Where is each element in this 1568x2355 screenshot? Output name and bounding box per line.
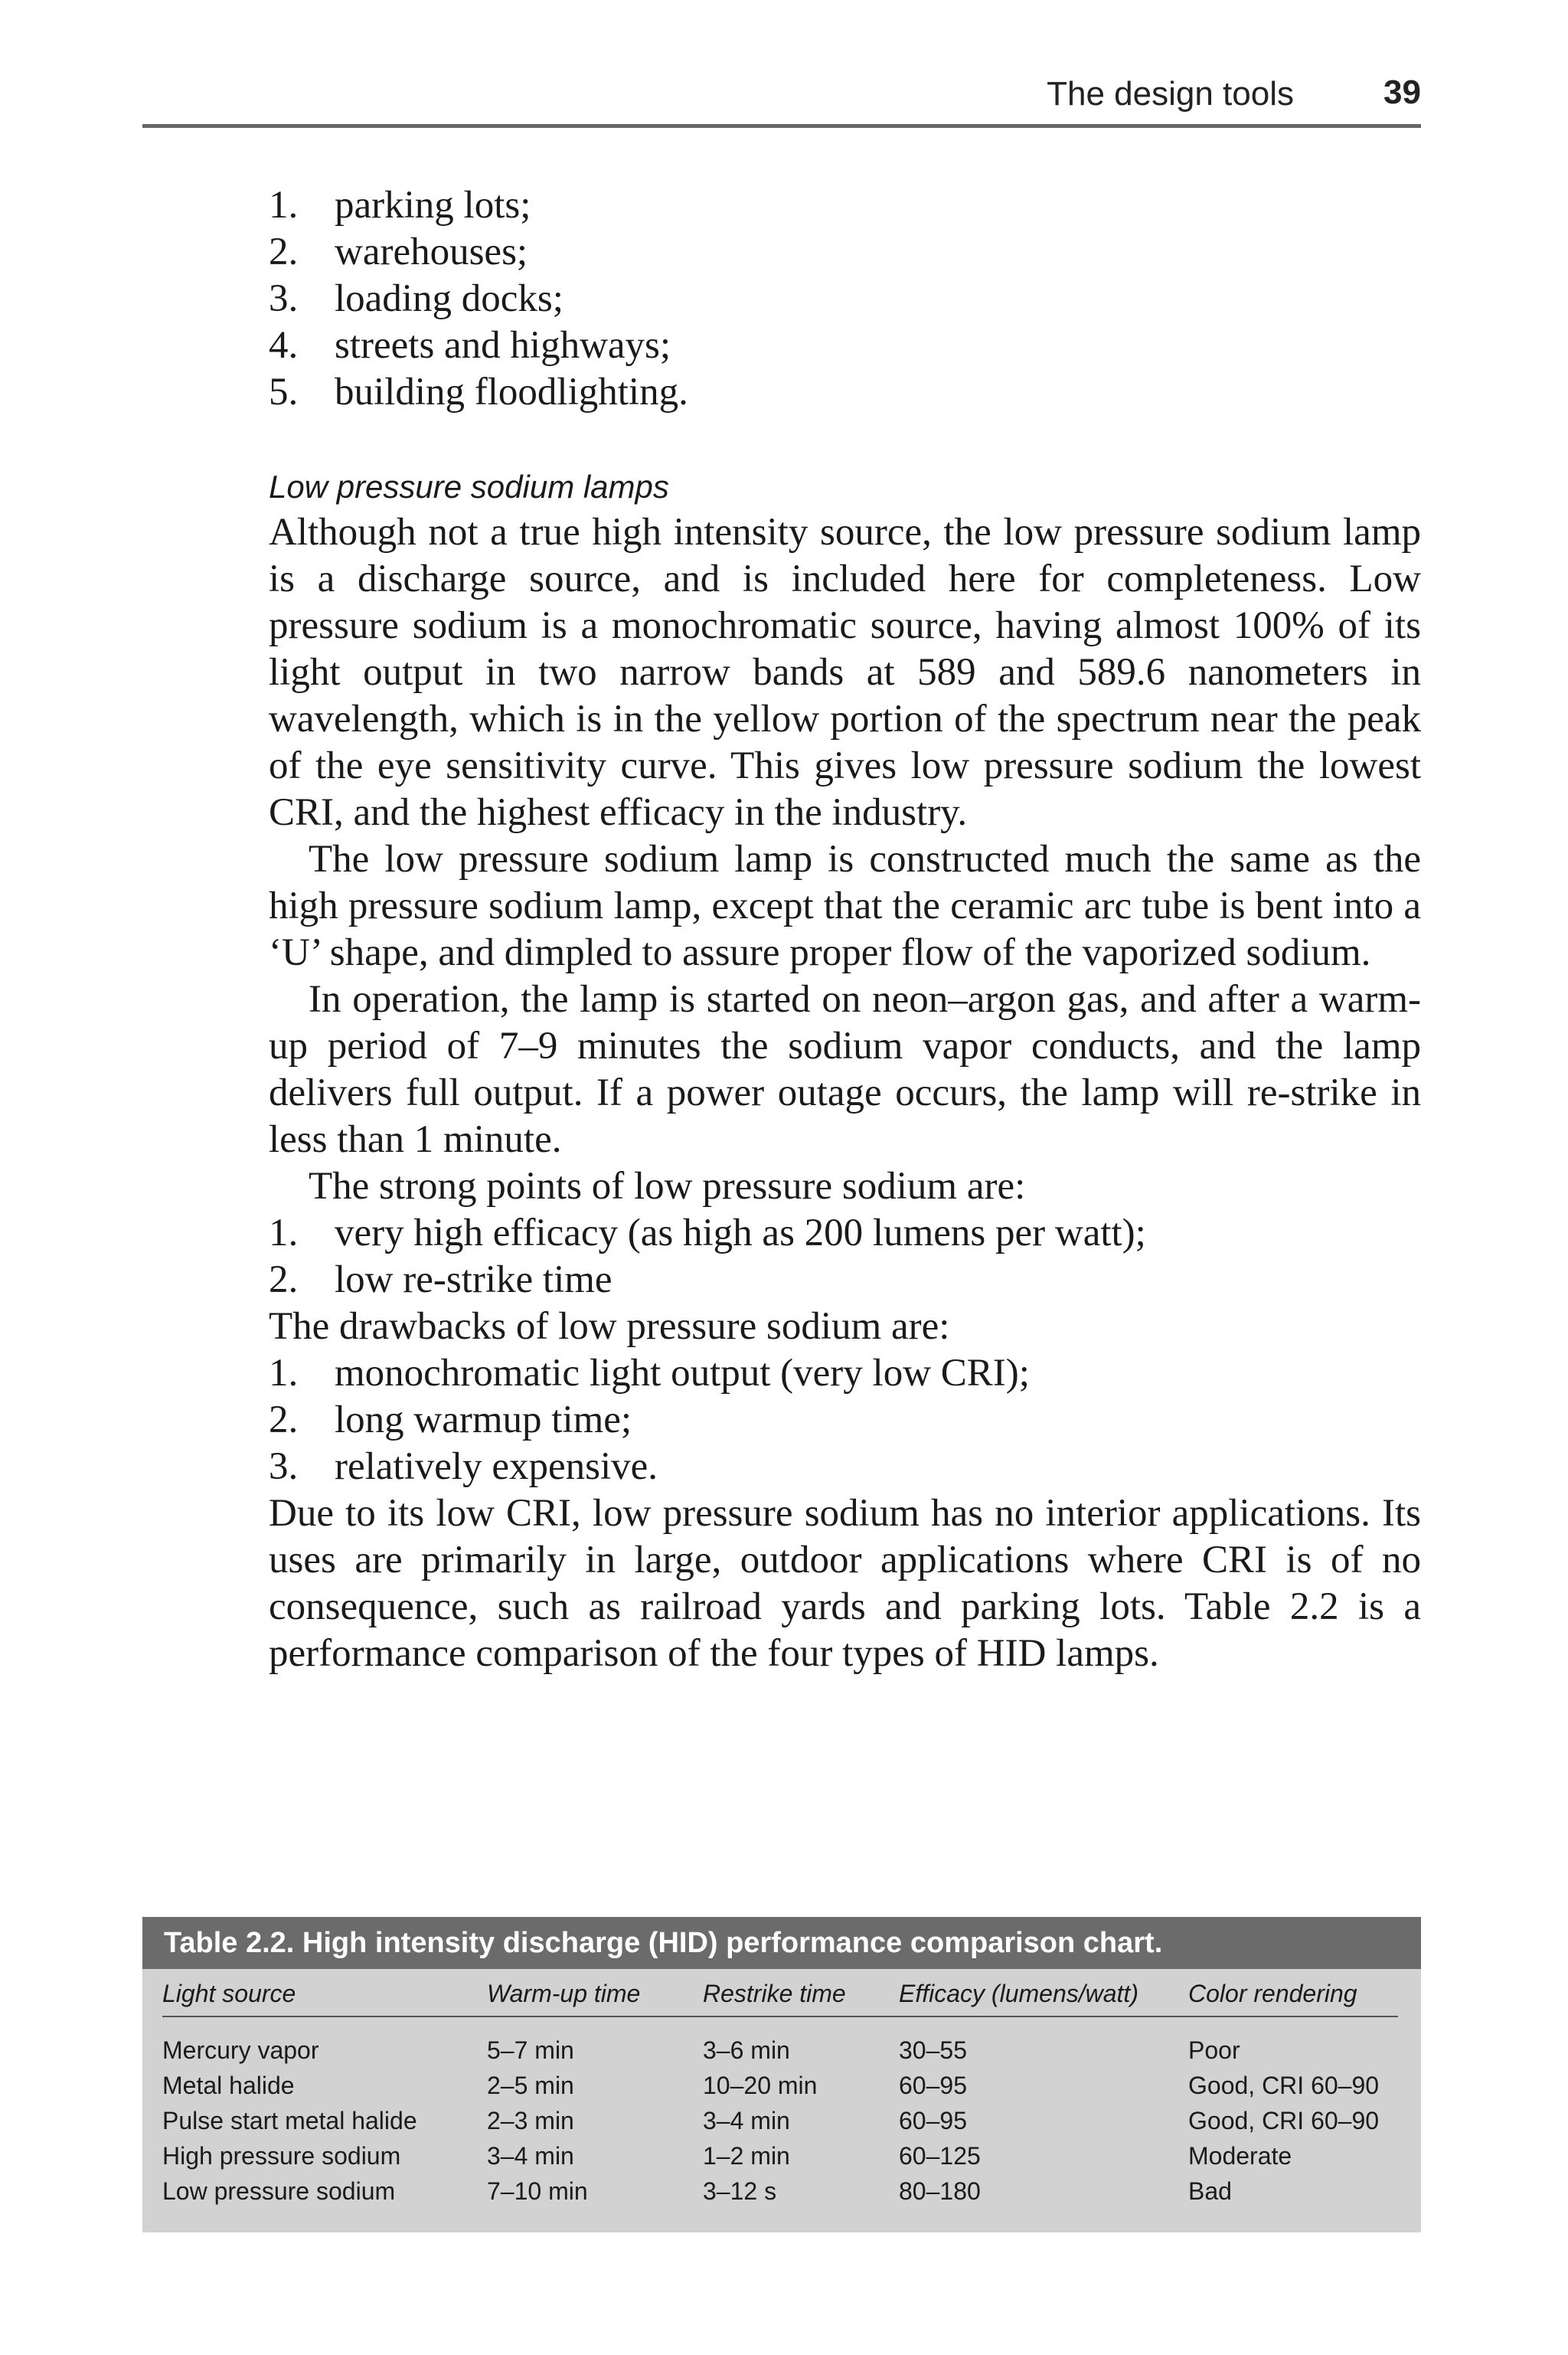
table-cell: 2–3 min <box>487 2107 574 2134</box>
list-item: 2. warehouses; <box>269 231 528 273</box>
page-number: 39 <box>1383 74 1421 111</box>
table-row <box>162 2173 1398 2209</box>
table-cell: Pulse start metal halide <box>162 2107 417 2134</box>
table-cell: Good, CRI 60–90 <box>1188 2072 1380 2099</box>
running-header <box>142 70 1421 128</box>
table-cell: Mercury vapor <box>162 2036 319 2064</box>
table-cell: 2–5 min <box>487 2072 574 2099</box>
paragraph: The strong points of low pressure sodium are: <box>309 1165 1026 1208</box>
section-heading: Low pressure sodium lamps <box>269 469 669 505</box>
paragraph: Due to its low CRI, low pressure sodium has no interior applications. Its uses are primarily in large, outdoor applications where CRI is of no consequence, such as railroad yards and parking lots. Table 2.2 is a performance comparison of the four types of HID lamps. <box>269 1492 1421 1675</box>
paragraph: In operation, the lamp is started on neon–argon gas, and after a warm-up period of 7–9 minutes the sodium vapor conducts, and the lamp delivers full output. If a power outage occurs, the lamp will re-strike in less than 1 minute. <box>269 978 1421 1161</box>
paragraph: The drawbacks of low pressure sodium are: <box>269 1305 950 1348</box>
list-item: 3. relatively expensive. <box>269 1445 658 1488</box>
body-text <box>269 182 1421 1677</box>
column-header: Restrike time <box>703 1969 899 2016</box>
table-row <box>162 2138 1398 2173</box>
table-cell: 60–125 <box>899 2142 981 2170</box>
paragraph: The low pressure sodium lamp is constructed much the same as the high pressure sodium lamp, except that the ceramic arc tube is bent into a ‘U’ shape, and dimpled to assure proper flow of the vaporized sodium. <box>269 838 1421 974</box>
table-caption: Table 2.2. High intensity discharge (HID) performance comparison chart. <box>142 1917 1421 1969</box>
paragraph: Although not a true high intensity source, the low pressure sodium lamp is a discharge source, and is included here for completeness. Low pressure sodium is a monochromatic source, having almost 100% of its light output in two narrow bands at 589 and 589.6 nanometers in wavelength, which is in the yellow portion of the spectrum near the peak of the eye sensitivity curve. This gives low pressure sodium the lowest CRI, and the highest efficacy in the industry. <box>269 511 1421 834</box>
table-cell: 10–20 min <box>703 2072 818 2099</box>
list-item: 1. very high efficacy (as high as 200 lumens per watt); <box>269 1212 1146 1254</box>
running-title: The design tools <box>1047 75 1294 113</box>
uses-list <box>269 182 1421 416</box>
list-item: 2. low re-strike time <box>269 1258 612 1301</box>
table-cell: 3–4 min <box>487 2142 574 2170</box>
hid-comparison-table <box>142 1917 1421 2232</box>
table-cell: 3–12 s <box>703 2177 777 2205</box>
list-item: 4. streets and highways; <box>269 324 671 367</box>
table-row <box>162 2103 1398 2138</box>
table-cell: 3–6 min <box>703 2036 790 2064</box>
table-cell: Low pressure sodium <box>162 2177 396 2205</box>
table-cell: Metal halide <box>162 2072 295 2099</box>
table-cell: Moderate <box>1188 2142 1292 2170</box>
table-cell: 30–55 <box>899 2036 967 2064</box>
table-row <box>162 2068 1398 2103</box>
data-table <box>162 1969 1398 2209</box>
list-item: 5. building floodlighting. <box>269 371 688 414</box>
table-header-row <box>162 1969 1398 2016</box>
list-item: 1. parking lots; <box>269 184 531 227</box>
table-cell: 3–4 min <box>703 2107 790 2134</box>
column-header: Color rendering <box>1188 1969 1398 2016</box>
table-cell: High pressure sodium <box>162 2142 401 2170</box>
table-cell: 60–95 <box>899 2107 967 2134</box>
table-cell: Good, CRI 60–90 <box>1188 2107 1380 2134</box>
list-item: 1. monochromatic light output (very low CRI); <box>269 1352 1030 1395</box>
list-item: 3. loading docks; <box>269 277 564 320</box>
list-item: 2. long warmup time; <box>269 1398 632 1441</box>
strong-points-list <box>269 1210 1421 1303</box>
table-cell: 80–180 <box>899 2177 981 2205</box>
table-cell: 1–2 min <box>703 2142 790 2170</box>
drawbacks-list <box>269 1350 1421 1490</box>
table-cell: Poor <box>1188 2036 1240 2064</box>
column-header: Light source <box>162 1969 487 2016</box>
table-row <box>162 2016 1398 2068</box>
table-cell: 7–10 min <box>487 2177 588 2205</box>
table-cell: 5–7 min <box>487 2036 574 2064</box>
column-header: Efficacy (lumens/watt) <box>899 1969 1188 2016</box>
column-header: Warm-up time <box>487 1969 703 2016</box>
table-cell: 60–95 <box>899 2072 967 2099</box>
table-cell: Bad <box>1188 2177 1232 2205</box>
